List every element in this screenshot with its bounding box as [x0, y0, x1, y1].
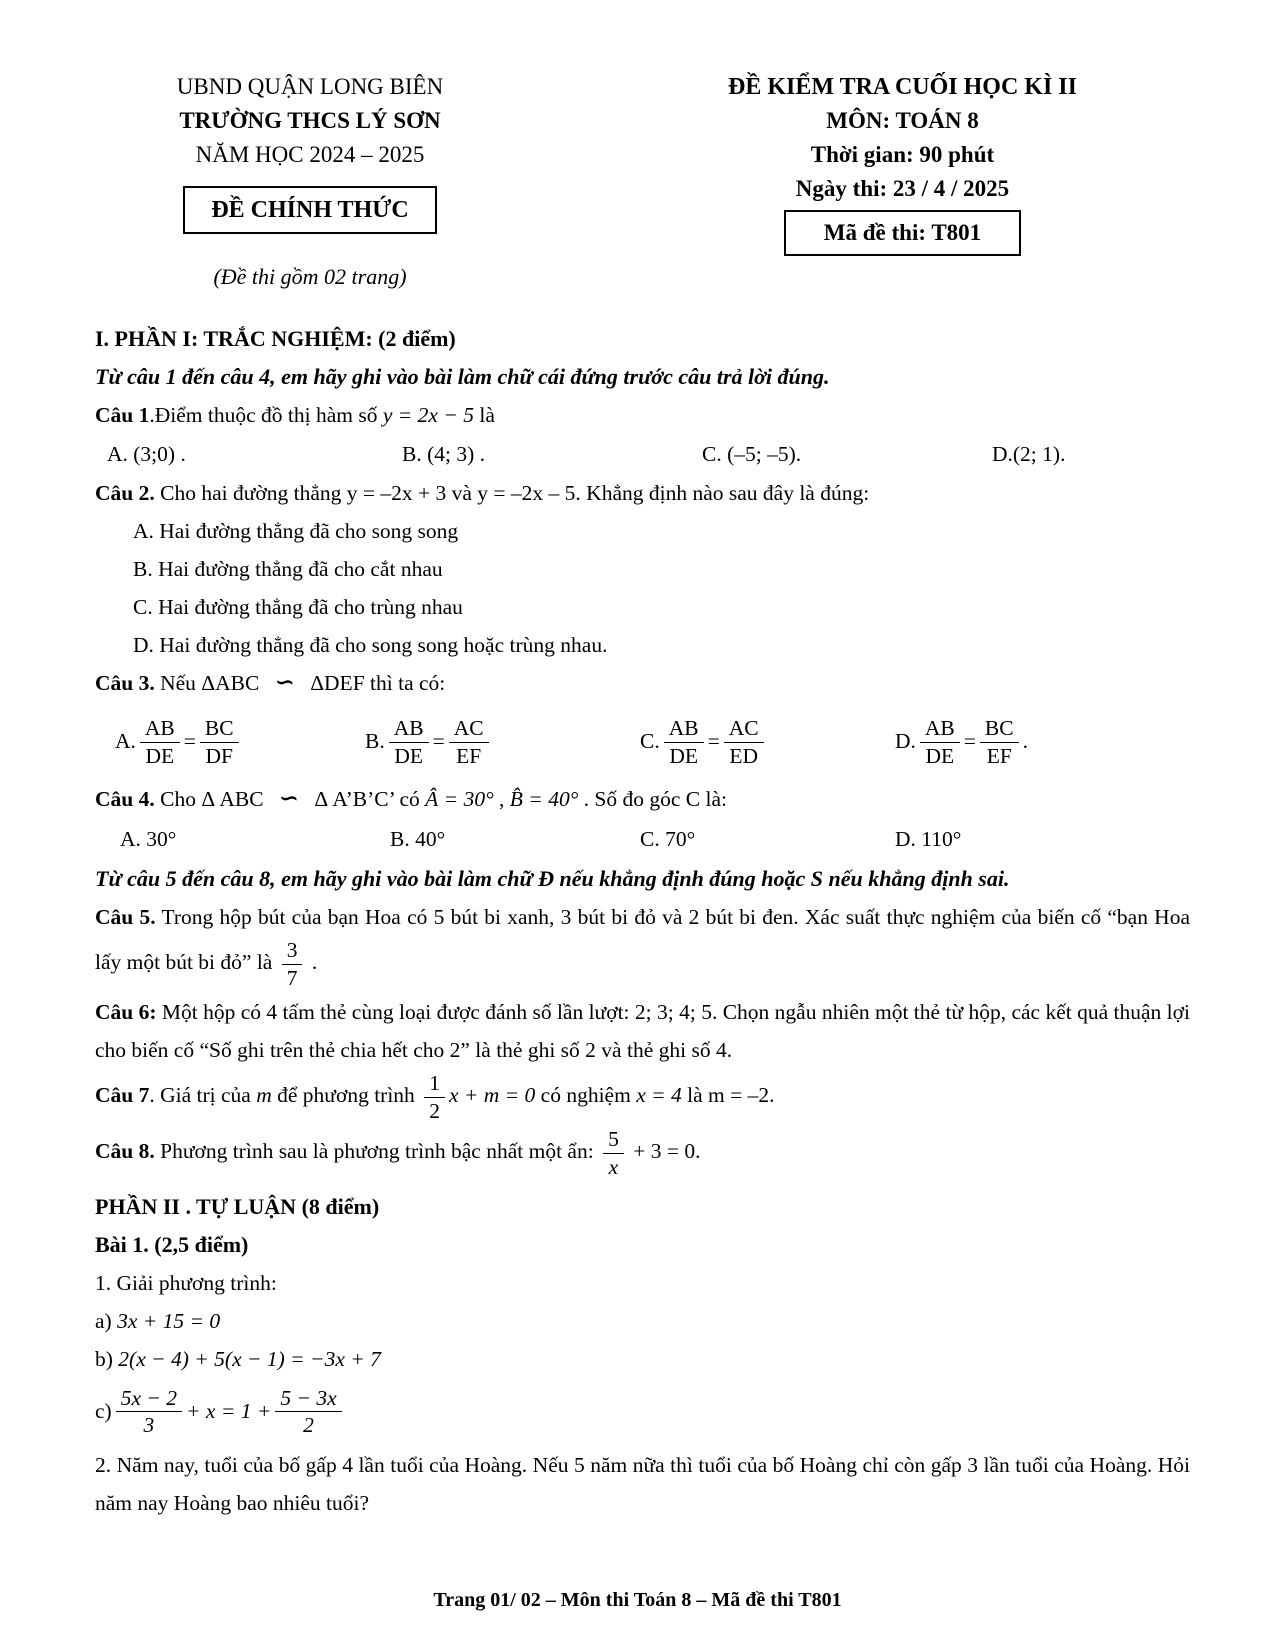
similarity-symbol: ∽: [278, 786, 300, 813]
exam-title: ĐỀ KIỂM TRA CUỐI HỌC KÌ II: [728, 74, 1077, 100]
q1-option-a: A. (3;0) .: [107, 442, 186, 466]
question-1: Câu 1.Điểm thuộc đồ thị hàm số y = 2x − 5 là: [95, 403, 495, 427]
question-4-options: [95, 818, 1190, 860]
question-4-label: Câu 4.: [95, 787, 155, 812]
bai1-title: Bài 1. (2,5 điểm): [95, 1231, 249, 1257]
similarity-symbol: ∽: [274, 670, 295, 696]
q3-option-c: C. $\frac{AB}{DE}$ = $\frac{AC}{ED}$: [640, 714, 895, 770]
exam-body: [95, 320, 1190, 1522]
question-4: Câu 4. Cho Δ ABC ∽ Δ A’B’C’ có Â = 30° , B̂ = 40° . Số đo góc C là:: [95, 786, 728, 813]
q1-option-b: B. (4; 3) .: [402, 442, 486, 466]
angle-a-value: Â = 30°: [425, 787, 494, 812]
fraction: $\frac{3}{7}$: [282, 938, 303, 990]
part1-title: I. PHẦN I: TRẮC NGHIỆM: (2 điểm): [95, 326, 456, 351]
fraction: $\frac{AB}{DE}$: [389, 716, 429, 768]
q4-option-a: A. 30°: [120, 827, 177, 852]
question-5: Câu 5. Trong hộp bút của bạn Hoa có 5 bút bi xanh, 3 bút bi đỏ và 2 bút bi đen. Xác suất thực nghiệm của biến cố “bạn Hoa lấy một bút bi đỏ” là $\frac{3}{7}$ .: [95, 905, 1190, 991]
fraction: $\frac{AB}{DE}$: [664, 716, 704, 768]
equation-b: b) 2(x − 4) + 5(x − 1) = −3x + 7: [95, 1346, 381, 1371]
part1-instruction-1: Từ câu 1 đến câu 4, em hãy ghi vào bài làm chữ cái đứng trước câu trả lời đúng.: [95, 364, 830, 389]
question-7-label: Câu 7: [95, 1083, 150, 1108]
q2-option-d: D. Hai đường thẳng đã cho song song hoặc trùng nhau.: [133, 633, 608, 657]
question-1-label: Câu 1: [95, 403, 150, 427]
question-8-label: Câu 8.: [95, 1139, 155, 1164]
part2-title: PHẦN II . TỰ LUẬN (8 điểm): [95, 1193, 380, 1219]
fraction: $\frac{1}{2}$: [424, 1071, 445, 1123]
equation-a-formula: 3x + 15 = 0: [111, 1308, 221, 1333]
org-name: UBND QUẬN LONG BIÊN: [176, 74, 444, 99]
fraction: $\frac{AC}{ED}$: [724, 716, 764, 768]
question-7: Câu 7. Giá trị của m để phương trình $\frac{1}{2}$ x + m = 0 có nghiệm x = 4 là m = –2.: [95, 1070, 775, 1123]
question-2: Câu 2. Cho hai đường thẳng y = –2x + 3 và y = –2x – 5. Khẳng định nào sau đây là đúng:: [95, 481, 870, 505]
exam-duration: Thời gian: 90 phút: [810, 142, 995, 167]
document-header: [95, 70, 1190, 294]
header-left-block: [95, 70, 525, 294]
fraction: $\frac{AB}{DE}$: [140, 716, 180, 768]
equation-a: a) 3x + 15 = 0: [95, 1308, 221, 1333]
q7-equation: x + m = 0: [448, 1083, 536, 1108]
page-footer: Trang 01/ 02 – Môn thi Toán 8 – Mã đề thi T801: [433, 1589, 842, 1611]
q7-root: x = 4: [636, 1083, 682, 1108]
q1-option-d: D.(2; 1).: [992, 442, 1066, 466]
q3-option-d: D. $\frac{AB}{DE}$ = $\frac{BC}{EF}$ .: [895, 716, 1028, 768]
pages-note: (Đề thi gồm 02 trang): [213, 264, 407, 289]
question-3-options: [95, 708, 1190, 776]
question-1-options: [95, 434, 1190, 474]
question-1-formula: y = 2x − 5: [382, 403, 474, 427]
question-5-label: Câu 5.: [95, 905, 156, 930]
school-year: NĂM HỌC 2024 – 2025: [195, 142, 425, 167]
q2-option-a: A. Hai đường thẳng đã cho song song: [133, 519, 459, 543]
q2-option-b: B. Hai đường thẳng đã cho cắt nhau: [133, 557, 443, 581]
fraction: $\frac{AB}{DE}$: [920, 716, 960, 768]
fraction: $\frac{5 - 3x}{2}$: [275, 1386, 341, 1438]
bai1-item1: 1. Giải phương trình:: [95, 1270, 277, 1295]
q2-option-c: C. Hai đường thẳng đã cho trùng nhau: [133, 595, 463, 619]
question-2-label: Câu 2.: [95, 481, 155, 505]
exam-subject: MÔN: TOÁN 8: [826, 108, 979, 133]
question-3: Câu 3. Nếu ΔABC ∽ ΔDEF thì ta có:: [95, 670, 446, 696]
fraction: $\frac{BC}{DF}$: [200, 716, 239, 768]
q3-option-b: B. $\frac{AB}{DE}$ = $\frac{AC}{EF}$: [365, 714, 640, 770]
fraction: $\frac{AC}{EF}$: [449, 716, 489, 768]
q4-option-d: D. 110°: [895, 827, 962, 852]
fraction: $\frac{5x - 2}{3}$: [116, 1386, 182, 1438]
q4-option-c: C. 70°: [640, 827, 696, 852]
equation-c: c) $\frac{5x - 2}{3}$ + x = 1 + $\frac{5 - 3x}{2}$: [95, 1384, 1190, 1440]
question-8: Câu 8. Phương trình sau là phương trình bậc nhất một ẩn: $\frac{5}{x}$ + 3 = 0.: [95, 1127, 701, 1180]
angle-b-value: B̂ = 40°: [509, 787, 579, 812]
bai1-item2: 2. Năm nay, tuổi của bố gấp 4 lần tuổi của Hoàng. Nếu 5 năm nữa thì tuổi của bố Hoàng chỉ còn gấp 3 lần tuổi của Hoàng. Hỏi năm nay Hoàng bao nhiêu tuổi?: [95, 1453, 1190, 1516]
question-3-label: Câu 3.: [95, 671, 155, 695]
fraction: $\frac{BC}{EF}$: [980, 716, 1019, 768]
part1-instruction-2: Từ câu 5 đến câu 8, em hãy ghi vào bài làm chữ Đ nếu khẳng định đúng hoặc S nếu khẳng định sai.: [95, 866, 1010, 892]
header-right-block: [615, 70, 1190, 294]
exam-date: Ngày thi: 23 / 4 / 2025: [795, 176, 1010, 201]
exam-code-box: Mã đề thi: T801: [784, 210, 1021, 256]
q4-option-b: B. 40°: [390, 827, 446, 852]
q3-option-a: A. $\frac{AB}{DE}$ = $\frac{BC}{DF}$: [115, 714, 365, 770]
official-exam-box: ĐỀ CHÍNH THỨC: [183, 186, 436, 234]
equation-b-formula: 2(x − 4) + 5(x − 1) = −3x + 7: [112, 1346, 381, 1371]
fraction: $\frac{5}{x}$: [603, 1127, 624, 1179]
question-6: Câu 6: Một hộp có 4 tấm thẻ cùng loại được đánh số lần lượt: 2; 3; 4; 5. Chọn ngẫu nhiên một thẻ từ hộp, các kết quả thuận lợi cho biến cố “Số ghi trên thẻ chia hết cho 2” là thẻ ghi số 2 và thẻ ghi số 4.: [95, 999, 1190, 1062]
school-name: TRƯỜNG THCS LÝ SƠN: [179, 108, 441, 133]
q1-option-c: C. (–5; –5).: [702, 442, 802, 466]
question-6-label: Câu 6:: [95, 999, 157, 1024]
